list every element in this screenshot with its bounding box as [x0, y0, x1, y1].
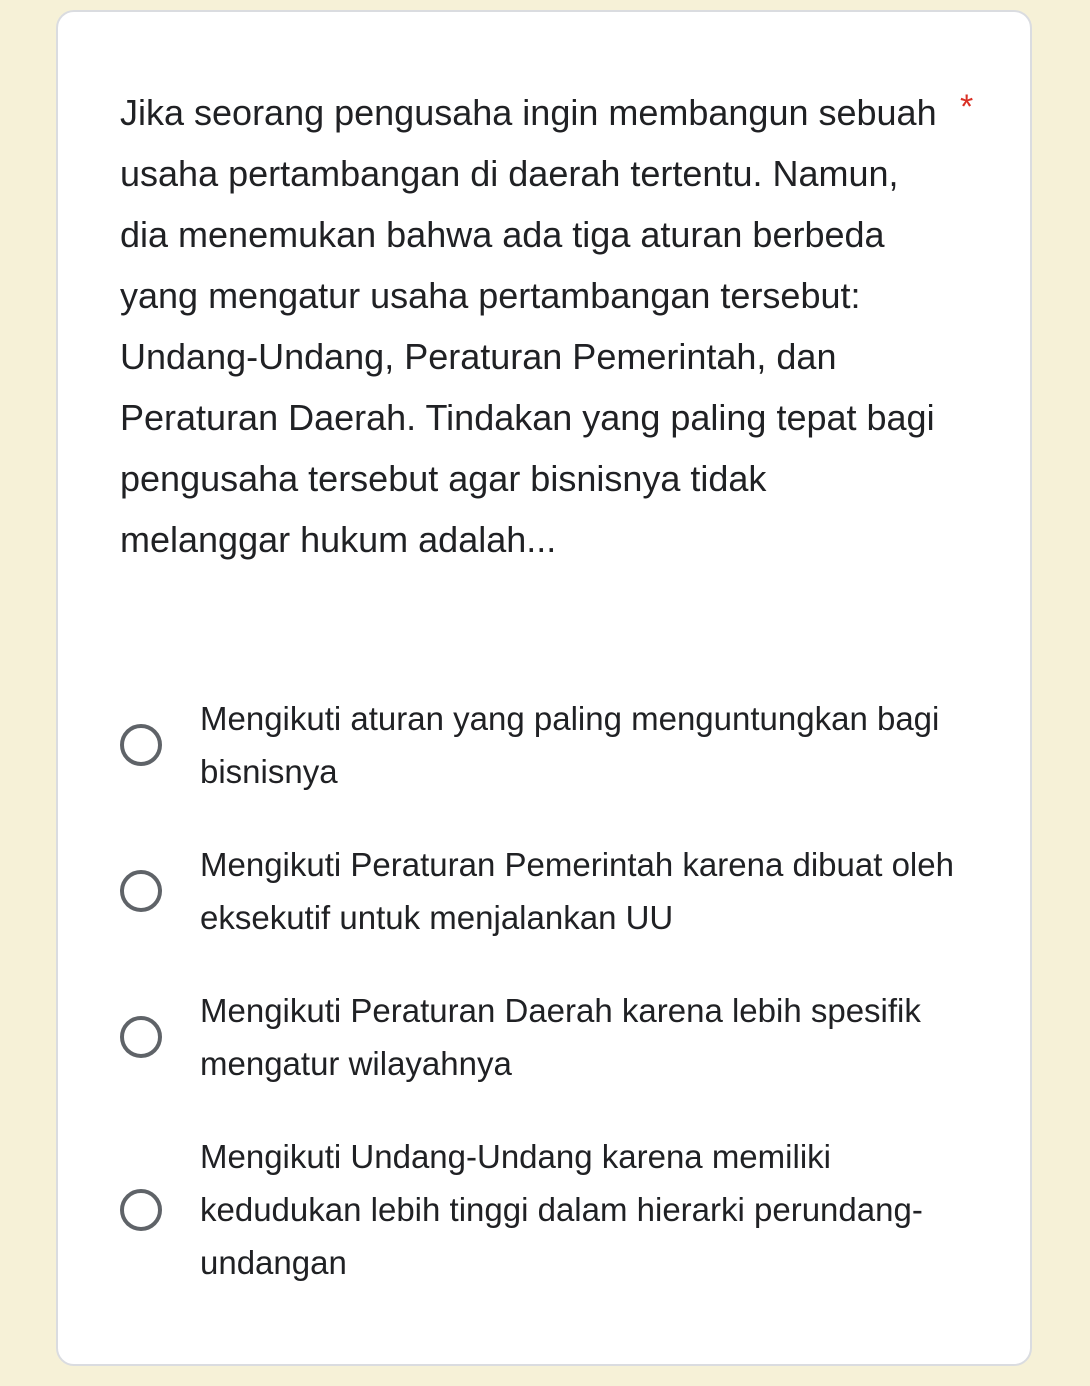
question-header [120, 82, 990, 570]
option-label[interactable]: Mengikuti aturan yang paling menguntungkan bagi bisnisnya [200, 700, 940, 790]
option-4[interactable] [120, 1130, 990, 1289]
radio-button[interactable] [120, 1016, 162, 1058]
option-2[interactable] [120, 838, 990, 944]
radio-button[interactable] [120, 724, 162, 766]
question-text: Jika seorang pengusaha ingin membangun sebuah usaha pertambangan di daerah tertentu. Namun, dia menemukan bahwa ada tiga aturan berbeda yang mengatur usaha pertambangan tersebut: Undang-Undang, Peraturan Pemerintah, dan Peraturan Daerah. Tindakan yang paling tepat bagi pengusaha tersebut agar bisnisnya tidak melanggar hukum adalah... [120, 92, 937, 560]
option-3[interactable] [120, 984, 990, 1090]
option-1[interactable] [120, 692, 990, 798]
option-label[interactable]: Mengikuti Undang-Undang karena memiliki kedudukan lebih tinggi dalam hierarki perundang-undangan [200, 1138, 923, 1281]
question-card [56, 10, 1032, 1366]
required-marker: * [960, 88, 974, 126]
radio-button[interactable] [120, 870, 162, 912]
radio-button[interactable] [120, 1189, 162, 1231]
answer-options [120, 692, 990, 1329]
option-label[interactable]: Mengikuti Peraturan Pemerintah karena dibuat oleh eksekutif untuk menjalankan UU [200, 846, 954, 936]
option-label[interactable]: Mengikuti Peraturan Daerah karena lebih spesifik mengatur wilayahnya [200, 992, 921, 1082]
